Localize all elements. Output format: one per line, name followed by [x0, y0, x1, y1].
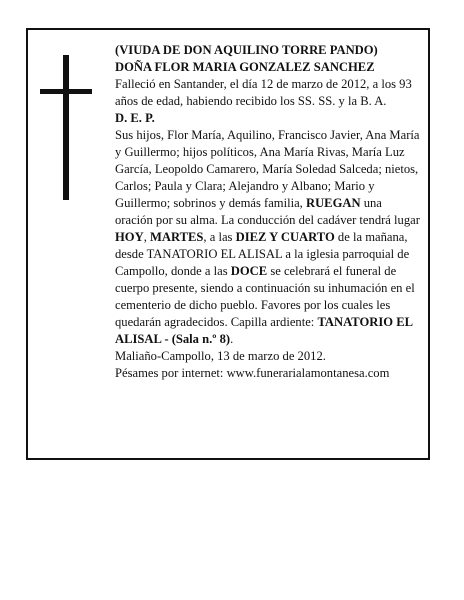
widow-line: (VIUDA DE DON AQUILINO TORRE PANDO) [115, 43, 378, 57]
funeral-time: DIEZ Y CUARTO [235, 230, 335, 244]
cross-horizontal-bar [40, 89, 92, 94]
funeral-day-martes: MARTES [149, 230, 204, 244]
cross-vertical-bar [63, 55, 69, 200]
family-text: Sus hijos, Flor María, Aquilino, Francisco Javier, Ana María y Guillermo; hijos políticos, Ana María Rivas, María Luz García, Leopoldo Camarero, María Soledad Salceda; nietos, Carlos; Paula y Clara; Alejandro y Albano; Mario y Guillermo; sobrinos y demás familia, [115, 128, 420, 210]
funeral-text-5: . [230, 332, 234, 346]
dep-line: D. E. P. [115, 111, 155, 125]
family-paragraph [115, 127, 421, 348]
funeral-text-4: se celebrará el funeral de cuerpo presente, siendo a continuación su inhumación en el cementerio de dicho pueblo. Favores por los cuales les quedarán agradecidos. Capilla ardiente: [115, 264, 415, 329]
place-date-line: Maliaño-Campollo, 13 de marzo de 2012. [115, 349, 326, 363]
notice-text [115, 42, 421, 382]
funeral-day-hoy: HOY [115, 230, 144, 244]
cross-icon [40, 55, 92, 200]
funeral-text-2: , a las [203, 230, 236, 244]
funeral-sep: , [143, 230, 150, 244]
funeral-mass-time: DOCE [230, 264, 268, 278]
obituary-notice [26, 28, 430, 460]
death-statement: Falleció en Santander, el día 12 de marzo de 2012, a los 93 años de edad, habiendo recibido los SS. SS. y la B. A. [115, 77, 412, 108]
deceased-name: DOÑA FLOR MARIA GONZALEZ SANCHEZ [115, 60, 375, 74]
condolences-line: Pésames por internet: www.funerarialamontanesa.com [115, 366, 390, 380]
chapel-location: TANATORIO EL ALISAL - (Sala n.º 8) [115, 315, 413, 346]
funeral-text-3: de la mañana, desde TANATORIO EL ALISAL a la iglesia parroquial de Campollo, donde a las [115, 230, 410, 278]
funeral-text-1: La conducción del cadáver tendrá lugar [217, 213, 420, 227]
family-tail: una oración por su alma. [115, 196, 382, 227]
ruegan-text: RUEGAN [305, 196, 361, 210]
